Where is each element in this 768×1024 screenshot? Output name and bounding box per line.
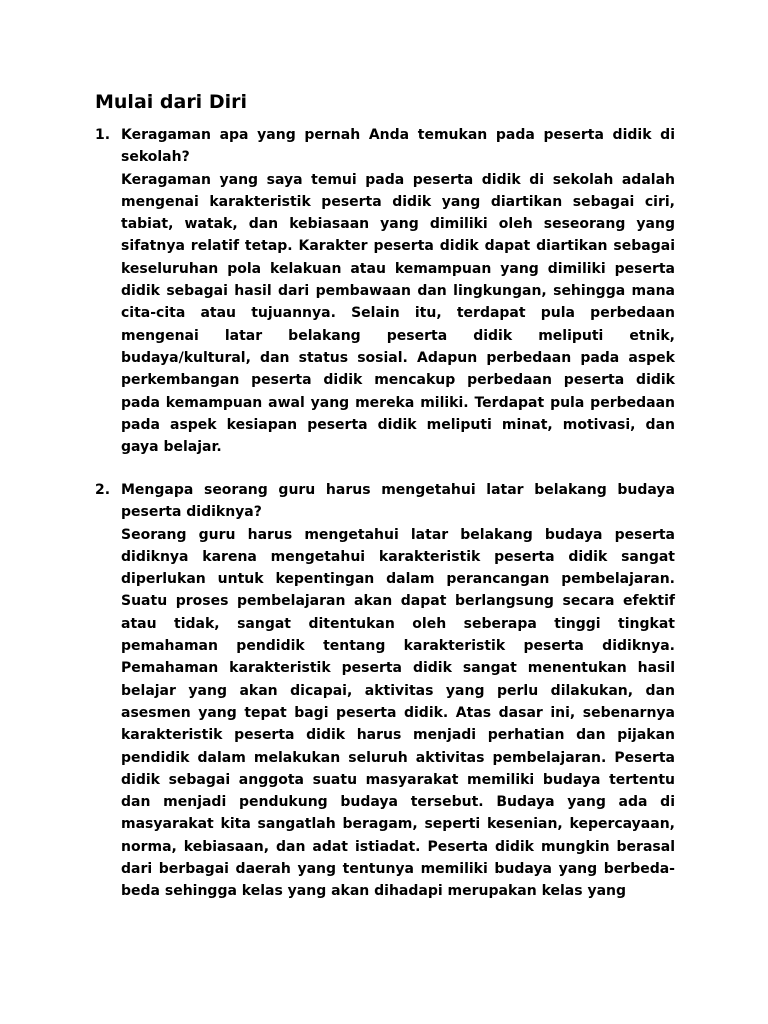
item-number: 2. <box>95 482 111 498</box>
question-text: Keragaman apa yang pernah Anda temukan pada peserta didik di sekolah? <box>121 127 675 166</box>
item-body <box>121 479 675 903</box>
page-title: Mulai dari Diri <box>95 91 247 113</box>
answer-text: Keragaman yang saya temui pada peserta didik di sekolah adalah mengenai karakteristik peserta didik yang diartikan sebagai ciri, tabiat, watak, dan kebiasaan yang dimiliki oleh seseorang yang sifatnya relatif tetap. Karakter peserta didik dapat diartikan sebagai keseluruhan pola kelakuan atau kemampuan yang dimiliki peserta didik sebagai hasil dari pembawaan dan lingkungan, sehingga mana cita-cita atau tujuannya. Selain itu, terdapat pula perbedaan mengenai latar belakang peserta didik meliputi etnik, budaya/kultural, dan status sosial. Adapun perbedaan pada aspek perkembangan peserta didik mencakup perbedaan peserta didik pada kemampuan awal yang mereka miliki. Terdapat pula perbedaan pada aspek kesiapan peserta didik meliputi minat, motivasi, dan gaya belajar. <box>121 171 675 456</box>
answer-text: Seorang guru harus mengetahui latar belakang budaya peserta didiknya karena mengetahui karakteristik peserta didik sangat diperlukan untuk kepentingan dalam perancangan pembelajaran. Suatu proses pembelajaran akan dapat berlangsung secara efektif atau tidak, sangat ditentukan oleh seberapa tinggi tingkat pemahaman pendidik tentang karakteristik peserta didiknya. Pemahaman karakteristik peserta didik sangat menentukan hasil belajar yang akan dicapai, aktivitas yang perlu dilakukan, dan asesmen yang tepat bagi peserta didik. Atas dasar ini, sebenarnya karakteristik peserta didik harus menjadi perhatian dan pijakan pendidik dalam melakukan seluruh aktivitas pembelajaran. Peserta didik sebagai anggota suatu masyarakat memiliki budaya tertentu dan menjadi pendukung budaya tersebut. Budaya yang ada di masyarakat kita sangatlah beragam, seperti kesenian, kepercayaan, norma, kebiasaan, dan adat istiadat. Peserta didik mungkin berasal dari berbagai daerah yang tentunya memiliki budaya yang berbeda-beda sehingga kelas yang akan dihadapi merupakan kelas yang <box>121 526 675 900</box>
question-text: Mengapa seorang guru harus mengetahui latar belakang budaya peserta didiknya? <box>121 482 675 521</box>
item-number: 1. <box>95 127 111 143</box>
item-body <box>121 124 675 458</box>
